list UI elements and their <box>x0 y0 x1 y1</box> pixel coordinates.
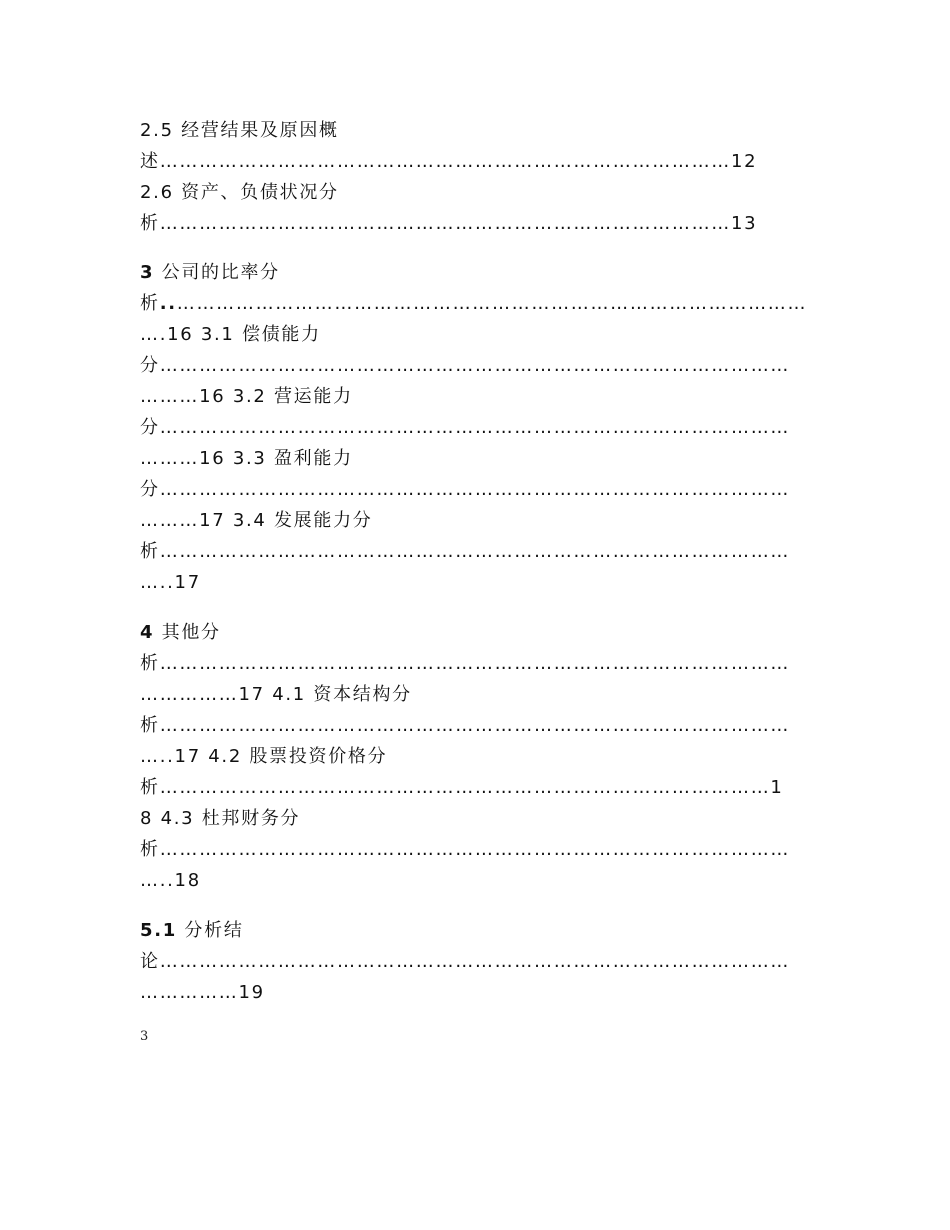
toc-line <box>140 119 820 143</box>
toc-text: 析 <box>140 293 160 314</box>
toc-section-heading <box>140 919 820 943</box>
toc-line <box>140 509 820 533</box>
toc-line <box>140 354 820 378</box>
toc-text: 析…………………………………………………………………………………1 <box>140 777 784 798</box>
toc-text: 分…………………………………………………………………………………… <box>140 355 791 376</box>
toc-text: 论…………………………………………………………………………………… <box>140 951 791 972</box>
toc-dots-bold: .. <box>159 293 177 314</box>
toc-line <box>140 323 820 347</box>
toc-text: ………16 3.3 盈利能力 <box>140 448 353 469</box>
toc-line <box>140 478 820 502</box>
toc-line <box>140 652 820 676</box>
toc-text: 分…………………………………………………………………………………… <box>140 417 791 438</box>
toc-text: 析……………………………………………………………………………13 <box>140 213 758 234</box>
toc-line <box>140 683 820 707</box>
toc-text: ………16 3.2 营运能力 <box>140 386 353 407</box>
toc-text: 析…………………………………………………………………………………… <box>140 541 791 562</box>
toc-section-heading <box>140 621 820 645</box>
toc-line <box>140 714 820 738</box>
toc-text: ….16 3.1 偿债能力 <box>140 324 321 345</box>
toc-text: 析…………………………………………………………………………………… <box>140 715 791 736</box>
toc-line <box>140 950 820 974</box>
toc-line <box>140 416 820 440</box>
toc-text: …..17 <box>140 572 201 593</box>
toc-line <box>140 540 820 564</box>
toc-dots: …………………………………………………………………………………… <box>176 293 808 314</box>
section-number: 4 <box>140 622 155 643</box>
toc-line <box>140 571 820 595</box>
toc-line <box>140 838 820 862</box>
toc-line <box>140 776 820 800</box>
toc-line <box>140 150 820 174</box>
section-number: 5.1 <box>140 920 177 941</box>
page-number: 3 <box>140 1029 149 1044</box>
toc-section-heading <box>140 261 820 285</box>
toc-text: 分析结 <box>177 920 244 941</box>
toc-text: ………17 3.4 发展能力分 <box>140 510 373 531</box>
toc-text: 2.6 资产、负债状况分 <box>140 182 339 203</box>
toc-text: …..18 <box>140 870 201 891</box>
toc-text: 析…………………………………………………………………………………… <box>140 653 791 674</box>
toc-text: 其他分 <box>154 622 221 643</box>
toc-line <box>140 745 820 769</box>
toc-line <box>140 981 820 1005</box>
toc-line <box>140 447 820 471</box>
section-number: 3 <box>140 262 155 283</box>
toc-line <box>140 869 820 893</box>
toc-line <box>140 807 820 831</box>
toc-text: 公司的比率分 <box>154 262 280 283</box>
toc-text: 析…………………………………………………………………………………… <box>140 839 791 860</box>
toc-text: 2.5 经营结果及原因概 <box>140 120 339 141</box>
toc-text: ……………17 4.1 资本结构分 <box>140 684 412 705</box>
toc-line <box>140 212 820 236</box>
toc-line <box>140 292 820 316</box>
toc-text: ……………19 <box>140 982 265 1003</box>
toc-line <box>140 181 820 205</box>
toc-text: 述……………………………………………………………………………12 <box>140 151 758 172</box>
toc-text: 8 4.3 杜邦财务分 <box>140 808 301 829</box>
toc-text: 分…………………………………………………………………………………… <box>140 479 791 500</box>
toc-text: …..17 4.2 股票投资价格分 <box>140 746 388 767</box>
toc-line <box>140 385 820 409</box>
